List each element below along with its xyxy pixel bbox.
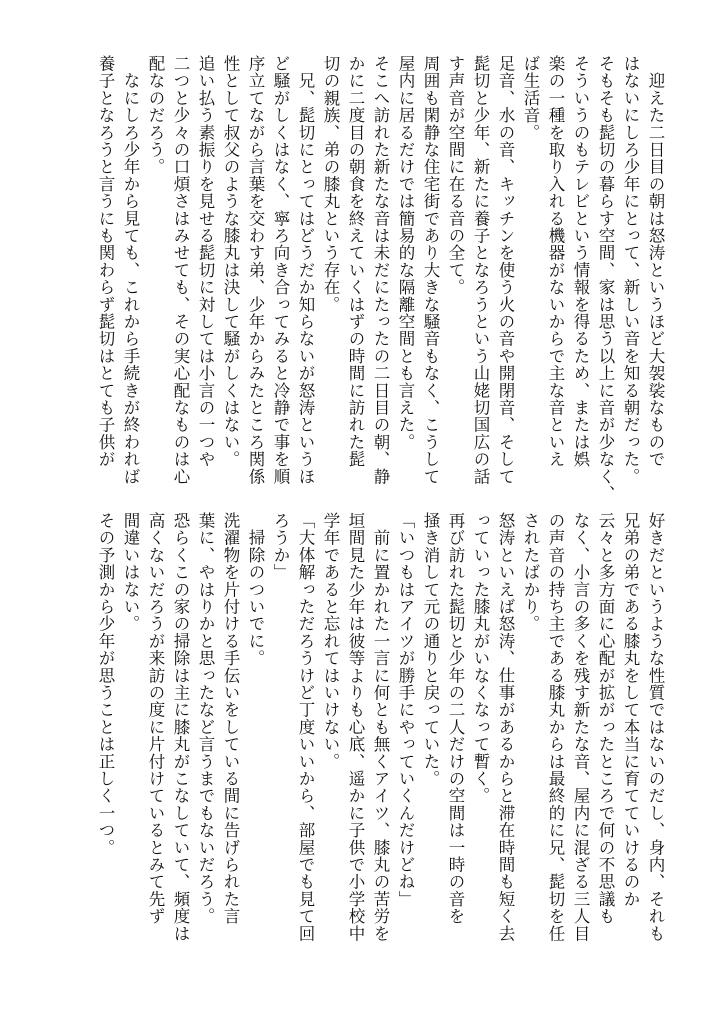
text-column: 好きだというような性質ではないのだし、身内、それも bbox=[646, 512, 665, 942]
text-column: なく、小言の多くを残す新たな音、屋内に混ざる三人目 bbox=[571, 512, 590, 942]
text-column: 切の親族、弟の膝丸という存在。 bbox=[321, 55, 340, 313]
text-column: 云々と多方面に心配が拡がったところで何の不思議も bbox=[596, 512, 615, 925]
text-column: 周囲も閑静な住宅街であり大きな騒音もなく、こうして bbox=[421, 55, 440, 485]
text-column: ど騒がしくはなく、寧ろ向き合ってみると冷静で事を順 bbox=[271, 55, 290, 485]
text-block-top bbox=[93, 55, 668, 505]
text-column: 屋内に居るだけでは簡易的な隔離空間とも言えた。 bbox=[396, 55, 415, 451]
text-column: 楽の一種を取り入れる機器がないからで主な音といえ bbox=[546, 55, 565, 468]
text-column: 兄弟の弟である膝丸をして本当に育てていけるのか bbox=[621, 512, 640, 908]
text-column: 二つと少々の口煩さはみせても、その実心配なものは心 bbox=[171, 55, 190, 485]
text-column: かに二度目の朝食を終えていくはずの時間に訪れた髭 bbox=[346, 55, 365, 468]
text-column: 迎えた二日目の朝は怒涛というほど大袈裟なもので bbox=[646, 55, 665, 468]
text-column: 足音、水の音、キッチンを使う火の音や開閉音、そして bbox=[496, 55, 515, 485]
text-column: なにしろ少年から見ても、これから手続きが終われば bbox=[121, 55, 140, 485]
text-column: 性として叔父のような膝丸は決して騒がしくはない。 bbox=[221, 55, 240, 468]
text-column: 髭切と少年、新たに養子となろうという山姥切国広の話 bbox=[471, 55, 490, 485]
text-block-bottom bbox=[93, 512, 668, 972]
text-column: 配なのだろう。 bbox=[146, 55, 165, 176]
text-column: 前に置かれた一言に何とも無くアイツ、膝丸の苦労を bbox=[371, 512, 390, 942]
text-column: 学年であると忘れてはいけない。 bbox=[321, 512, 340, 770]
text-column: の声音の持ち主である膝丸からは最終的に兄、髭切を任 bbox=[546, 512, 565, 942]
text-column: 恐らくこの家の掃除は主に膝丸がこなしていて、頻度は bbox=[171, 512, 190, 942]
text-column: 「いつもはアイツが勝手にやっていくんだけどね」 bbox=[396, 512, 415, 908]
text-column: その予測から少年が思うことは正しく一つ。 bbox=[96, 512, 115, 856]
text-column: ろうか」 bbox=[271, 512, 290, 581]
text-column: 洗濯物を片付ける手伝いをしている間に告げられた言 bbox=[221, 512, 240, 925]
text-column: 兄、髭切にとってはどうだか知らないが怒涛というほ bbox=[296, 55, 315, 485]
text-column: 養子となろうと言うにも関わらず髭切はとても子供が bbox=[96, 55, 115, 468]
text-column: そういうのもテレビという情報を得るため、または娯 bbox=[571, 55, 590, 468]
text-column: ば生活音。 bbox=[521, 55, 540, 141]
text-column: 葉に、やはりかと思ったなど言うまでもないだろう。 bbox=[196, 512, 215, 925]
text-column: 序立てながら言葉を交わす弟、少年からみたところ関係 bbox=[246, 55, 265, 485]
text-column: はないにしろ少年にとって、新しい音を知る朝だった。 bbox=[621, 55, 640, 485]
text-column: 「大体解っただろうけど丁度いいから、部屋でも見て回 bbox=[296, 512, 315, 942]
text-column: されたばかり。 bbox=[521, 512, 540, 633]
text-column: す声音が空間に在る音の全て。 bbox=[446, 55, 465, 296]
text-column: そこへ訪れた新たな音は未だにたったの二日目の朝、静 bbox=[371, 55, 390, 485]
text-column: っていった膝丸がいなくなって暫く。 bbox=[471, 512, 490, 805]
text-column: 垣間見た少年は彼等よりも心底、遥かに子供で小学校中 bbox=[346, 512, 365, 942]
text-column: 掃除のついでに。 bbox=[246, 512, 265, 667]
text-column: そもそも髭切の暮らす空間、家は思う以上に音が少なく、 bbox=[596, 55, 615, 503]
text-column: 再び訪れた髭切と少年の二人だけの空間は一時の音を bbox=[446, 512, 465, 925]
text-column: 追い払う素振りを見せる髭切に対しては小言の一つや bbox=[196, 55, 215, 468]
text-column: 掻き消して元の通りと戻っていた。 bbox=[421, 512, 440, 788]
text-column: 高くないだろうが来訪の度に片付けているとみて先ず bbox=[146, 512, 165, 925]
text-column: 間違いはない。 bbox=[121, 512, 140, 633]
text-column: 怒涛といえば怒涛、仕事があるからと滞在時間も短く去 bbox=[496, 512, 515, 942]
